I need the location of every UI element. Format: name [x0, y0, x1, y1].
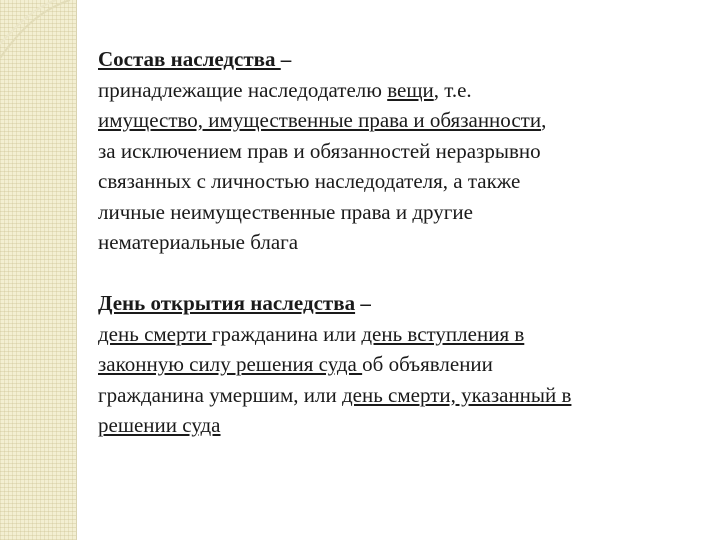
text-line: личные неимущественные права и другие	[98, 199, 473, 224]
text-span-underlined: имущество, имущественные права и обязанности	[98, 108, 542, 132]
text-span: гражданина или	[211, 321, 362, 346]
text-line: за исключением прав и обязанностей неразрывно	[98, 138, 541, 163]
text-span-underlined: вещи	[387, 77, 434, 102]
text-span-underlined: день вступления в	[361, 321, 525, 346]
left-decorative-band	[0, 0, 76, 540]
band-divider	[76, 0, 77, 540]
text-line: связанных с личностью наследодателя, а также	[98, 169, 521, 193]
text-span-underlined: день смерти, указанный в	[341, 382, 572, 407]
definition-estate-composition	[98, 44, 698, 258]
term-estate-composition: Состав наследства	[98, 47, 281, 71]
text-span-underlined: день смерти	[98, 321, 212, 346]
text-span: ,	[541, 108, 547, 132]
text-span: об объявлении	[362, 352, 493, 376]
text-span: принадлежащие наследодателю	[98, 77, 388, 102]
slide-content	[98, 44, 698, 441]
definition-inheritance-opening-day	[98, 288, 698, 441]
text-span: , т.е.	[433, 77, 472, 102]
text-span-underlined: законную силу решения суда	[98, 352, 363, 376]
text-line: нематериальные блага	[98, 230, 299, 254]
corner-swoosh-decoration	[0, 0, 90, 60]
term-dash: –	[355, 291, 371, 315]
text-span-underlined: решении суда	[98, 413, 221, 437]
term-inheritance-opening-day: День открытия наследства	[98, 291, 356, 315]
term-dash: –	[280, 47, 292, 71]
text-span: гражданина умершим, или	[98, 382, 342, 407]
